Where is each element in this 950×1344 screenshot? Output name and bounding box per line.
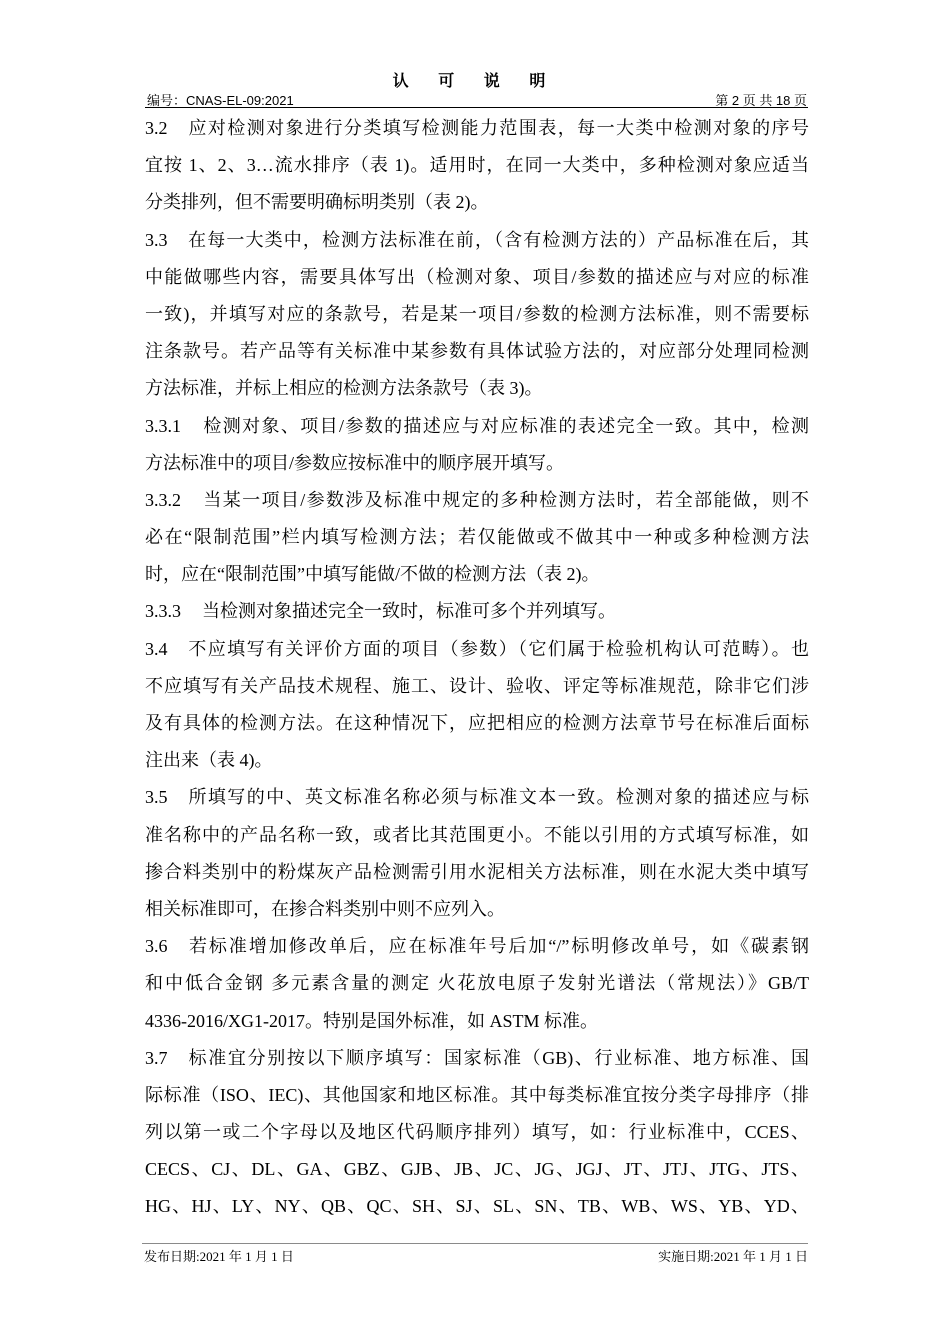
paragraph-line: 一致)，并填写对应的条款号，若是某一项目/参数的检测方法标准，则不需要标 [145,303,809,324]
header-divider [145,107,808,108]
paragraph-line: 相关标准即可，在掺合料类别中则不应列入。 [145,898,505,919]
paragraph-line: 3.3.3 当检测对象描述完全一致时，标准可多个并列填写。 [145,593,809,630]
paragraph-line: 3.3 在每一大类中，检测方法标准在前，（含有检测方法的）产品标准在后，其 [145,222,809,259]
paragraph-line: 及有具体的检测方法。在这种情况下，应把相应的检测方法章节号在标准后面标 [145,713,809,733]
section-number: 3.6 [145,936,168,957]
paragraph-line: 3.2 应对检测对象进行分类填写检测能力范围表，每一大类中检测对象的序号 [145,110,809,147]
paragraph-line: 不应填写有关产品技术规程、施工、设计、验收、评定等标准规范，除非它们涉 [145,675,809,696]
effective-date: 实施日期:2021 年 1 月 1 日 [658,1249,808,1264]
paragraph-line: 分类排列，但不需要明确标明类别（表 2)。 [145,192,489,213]
page-title: 认 可 说 明 [392,71,558,90]
paragraph-line: CECS、CJ、DL、GA、GBZ、GJB、JB、JC、JG、JGJ、JT、JTJ、JTG、JTS、 [145,1159,809,1180]
section-number: 3.2 [145,118,168,138]
footer-divider [142,1243,808,1244]
paragraph-line: 必在“限制范围”栏内填写检测方法；若仅能做或不做其中一种或多种检测方法 [145,527,809,548]
paragraph-line: HG、HJ、LY、NY、QB、QC、SH、SJ、SL、SN、TB、WB、WS、YB、YD、 [145,1196,809,1217]
section-number: 3.3.3 [145,601,181,622]
paragraph-line: 方法标准，并标上相应的检测方法条款号（表 3)。 [145,378,543,399]
document-number: 编号：CNAS-EL-09:2021 [147,93,294,108]
paragraph-line: 时，应在“限制范围”中填写能做/不做的检测方法（表 2)。 [145,564,600,585]
paragraph-line: 准名称中的产品名称一致，或者比其范围更小。不能以引用的方式填写标准，如 [145,824,809,845]
section-number: 3.7 [145,1047,168,1068]
paragraph-line: 3.6 若标准增加修改单后，应在标准年号后加“/”标明修改单号，如《碳素钢 [145,928,809,965]
page-indicator: 第 2 页 共 18 页 [715,93,807,108]
paragraph-line: 际标准（ISO、IEC)、其他国家和地区标准。其中每类标准宜按分类字母排序（排 [145,1084,809,1105]
paragraph-line: 3.4 不应填写有关评价方面的项目（参数）（它们属于检验机构认可范畴）。也 [145,631,809,668]
paragraph-line: 中能做哪些内容，需要具体写出（检测对象、项目/参数的描述应与对应的标准 [145,266,809,287]
section-number: 3.4 [145,638,168,659]
paragraph-line: 和中低合金钢 多元素含量的测定 火花放电原子发射光谱法（常规法）》GB/T [145,973,809,994]
paragraph-line: 方法标准中的项目/参数应按标准中的顺序展开填写。 [145,452,564,473]
paragraph-line: 注条款号。若产品等有关标准中某参数有具体试验方法的，对应部分处理同检测 [145,341,809,362]
paragraph-line: 掺合料类别中的粉煤灰产品检测需引用水泥相关方法标准，则在水泥大类中填写 [145,861,809,882]
section-number: 3.3.1 [145,415,181,436]
paragraph-line: 3.3.2 当某一项目/参数涉及标准中规定的多种检测方法时，若全部能做，则不 [145,482,809,519]
paragraph-line: 注出来（表 4)。 [145,750,273,771]
paragraph-line: 列以第一或二个字母以及地区代码顺序排列）填写，如：行业标准中，CCES、 [145,1122,809,1143]
paragraph-line: 3.7 标准宜分别按以下顺序填写：国家标准（GB)、行业标准、地方标准、国 [145,1040,809,1077]
paragraph-line: 3.5 所填写的中、英文标准名称必须与标准文本一致。检测对象的描述应与标 [145,779,809,816]
publish-date: 发布日期:2021 年 1 月 1 日 [144,1249,294,1264]
paragraph-line: 宜按 1、2、3…流水排序（表 1)。适用时，在同一大类中，多种检测对象应适当 [145,155,809,176]
paragraph-line: 3.3.1 检测对象、项目/参数的描述应与对应标准的表述完全一致。其中，检测 [145,408,809,445]
section-number: 3.3.2 [145,489,181,510]
section-number: 3.5 [145,787,168,808]
section-number: 3.3 [145,229,168,250]
paragraph-line: 4336-2016/XG1-2017。特别是国外标准，如 ASTM 标准。 [145,1010,598,1031]
document-body [145,110,809,1226]
